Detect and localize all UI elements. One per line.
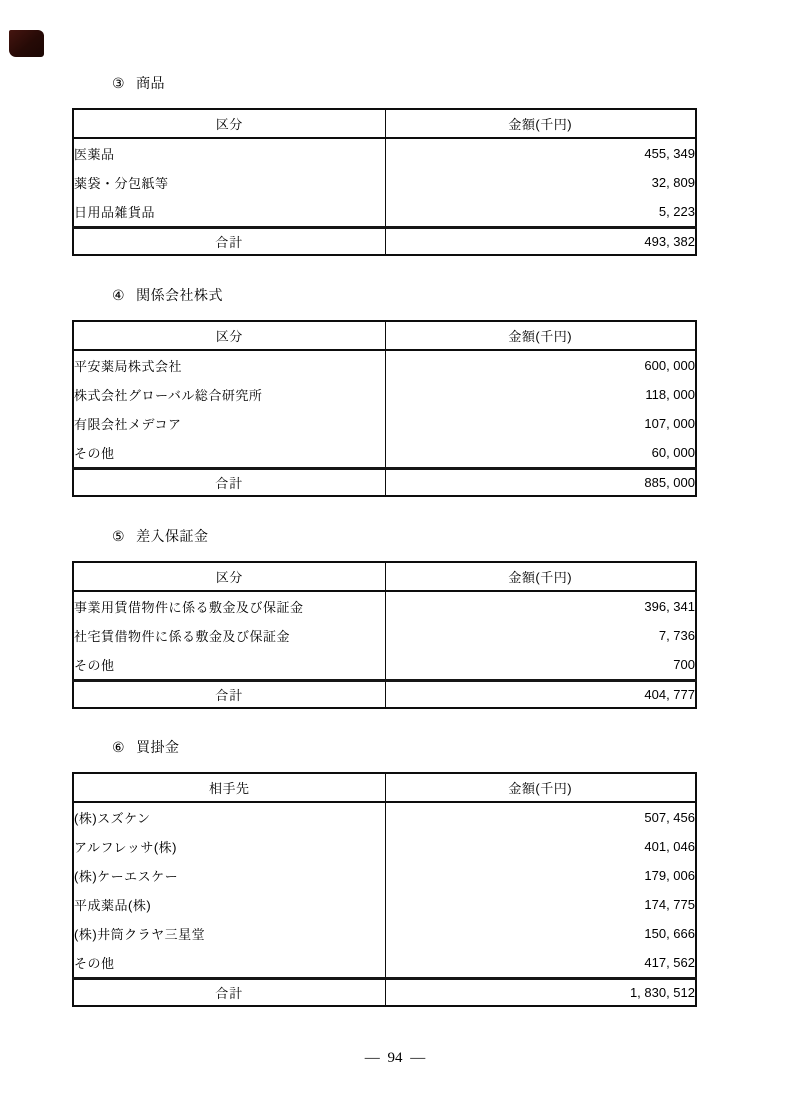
table-row bbox=[73, 168, 696, 197]
table-header-row bbox=[73, 321, 696, 350]
section-deposits bbox=[72, 527, 697, 709]
table-row bbox=[73, 350, 696, 380]
row-label-cell: 社宅賃借物件に係る敷金及び保証金 bbox=[74, 629, 291, 644]
total-label-cell: 合計 bbox=[73, 979, 385, 1007]
col-header-amount: 金額(千円) bbox=[385, 109, 696, 138]
row-amount-cell: 118, 000 bbox=[385, 380, 696, 409]
row-amount-cell: 401, 046 bbox=[385, 832, 696, 861]
table-row bbox=[73, 409, 696, 438]
table-row bbox=[73, 438, 696, 469]
row-label-cell: その他 bbox=[74, 658, 115, 673]
row-amount-cell: 60, 000 bbox=[385, 438, 696, 469]
table-row bbox=[73, 890, 696, 919]
table-row bbox=[73, 802, 696, 832]
table-row bbox=[73, 197, 696, 228]
row-amount-cell: 5, 223 bbox=[385, 197, 696, 228]
section-number-marker: ⑤ bbox=[112, 528, 126, 544]
row-amount-cell: 507, 456 bbox=[385, 802, 696, 832]
row-amount-cell: 179, 006 bbox=[385, 861, 696, 890]
row-label-cell: 薬袋・分包紙等 bbox=[74, 176, 169, 191]
row-amount-cell: 174, 775 bbox=[385, 890, 696, 919]
section-products bbox=[72, 74, 697, 256]
total-row bbox=[73, 469, 696, 497]
table-header-row bbox=[73, 562, 696, 591]
section-heading bbox=[112, 527, 697, 545]
total-amount-cell: 404, 777 bbox=[385, 681, 696, 709]
section-heading bbox=[112, 74, 697, 92]
row-label-cell: 事業用賃借物件に係る敷金及び保証金 bbox=[74, 600, 304, 615]
total-amount-cell: 1, 830, 512 bbox=[385, 979, 696, 1007]
total-row bbox=[73, 228, 696, 256]
section-title: 商品 bbox=[136, 75, 166, 91]
row-amount-cell: 32, 809 bbox=[385, 168, 696, 197]
section-heading bbox=[112, 738, 697, 756]
section-number-marker: ⑥ bbox=[112, 739, 126, 755]
col-header-counterparty: 相手先 bbox=[73, 773, 385, 802]
section-title: 差入保証金 bbox=[136, 528, 209, 544]
row-amount-cell: 700 bbox=[385, 650, 696, 681]
section-title: 関係会社株式 bbox=[136, 287, 224, 303]
table-row bbox=[73, 948, 696, 979]
scan-artifact bbox=[9, 30, 44, 57]
table-row bbox=[73, 861, 696, 890]
total-amount-cell: 885, 000 bbox=[385, 469, 696, 497]
row-label-cell: 平安薬局株式会社 bbox=[74, 359, 183, 374]
row-label-cell: 医薬品 bbox=[74, 147, 115, 162]
col-header-category: 区分 bbox=[73, 321, 385, 350]
total-label-cell: 合計 bbox=[73, 228, 385, 256]
section-number-marker: ③ bbox=[112, 75, 126, 91]
total-row bbox=[73, 681, 696, 709]
row-label-cell: 平成薬品(株) bbox=[74, 898, 152, 913]
row-amount-cell: 600, 000 bbox=[385, 350, 696, 380]
row-amount-cell: 417, 562 bbox=[385, 948, 696, 979]
row-label-cell: アルフレッサ(株) bbox=[74, 840, 177, 855]
table-row bbox=[73, 621, 696, 650]
col-header-category: 区分 bbox=[73, 562, 385, 591]
col-header-amount: 金額(千円) bbox=[385, 562, 696, 591]
deposits-table bbox=[72, 561, 697, 709]
col-header-amount: 金額(千円) bbox=[385, 773, 696, 802]
total-label-cell: 合計 bbox=[73, 681, 385, 709]
table-row bbox=[73, 591, 696, 621]
row-label-cell: (株)ケーエスケー bbox=[74, 869, 179, 884]
total-amount-cell: 493, 382 bbox=[385, 228, 696, 256]
col-header-category: 区分 bbox=[73, 109, 385, 138]
page-number-footer: — 94 — bbox=[364, 1050, 426, 1066]
row-amount-cell: 107, 000 bbox=[385, 409, 696, 438]
row-amount-cell: 455, 349 bbox=[385, 138, 696, 168]
section-heading bbox=[112, 286, 697, 304]
section-affiliate-shares bbox=[72, 286, 697, 497]
row-label-cell: その他 bbox=[74, 446, 115, 461]
table-row bbox=[73, 832, 696, 861]
col-header-amount: 金額(千円) bbox=[385, 321, 696, 350]
section-number-marker: ④ bbox=[112, 287, 126, 303]
row-label-cell: 株式会社グローバル総合研究所 bbox=[74, 388, 263, 403]
row-amount-cell: 396, 341 bbox=[385, 591, 696, 621]
row-amount-cell: 150, 666 bbox=[385, 919, 696, 948]
section-title: 買掛金 bbox=[136, 739, 180, 755]
row-label-cell: 有限会社メデコア bbox=[74, 417, 182, 432]
total-label-cell: 合計 bbox=[73, 469, 385, 497]
affiliate-shares-table bbox=[72, 320, 697, 497]
row-label-cell: その他 bbox=[74, 956, 115, 971]
table-header-row bbox=[73, 773, 696, 802]
row-amount-cell: 7, 736 bbox=[385, 621, 696, 650]
accounts-payable-table bbox=[72, 772, 697, 1007]
row-label-cell: 日用品雑貨品 bbox=[74, 205, 156, 220]
table-header-row bbox=[73, 109, 696, 138]
table-row bbox=[73, 380, 696, 409]
section-accounts-payable bbox=[72, 738, 697, 1007]
table-row bbox=[73, 650, 696, 681]
row-label-cell: (株)井筒クラヤ三星堂 bbox=[74, 927, 206, 942]
table-row bbox=[73, 138, 696, 168]
products-table bbox=[72, 108, 697, 256]
table-row bbox=[73, 919, 696, 948]
row-label-cell: (株)スズケン bbox=[74, 811, 151, 826]
total-row bbox=[73, 979, 696, 1007]
